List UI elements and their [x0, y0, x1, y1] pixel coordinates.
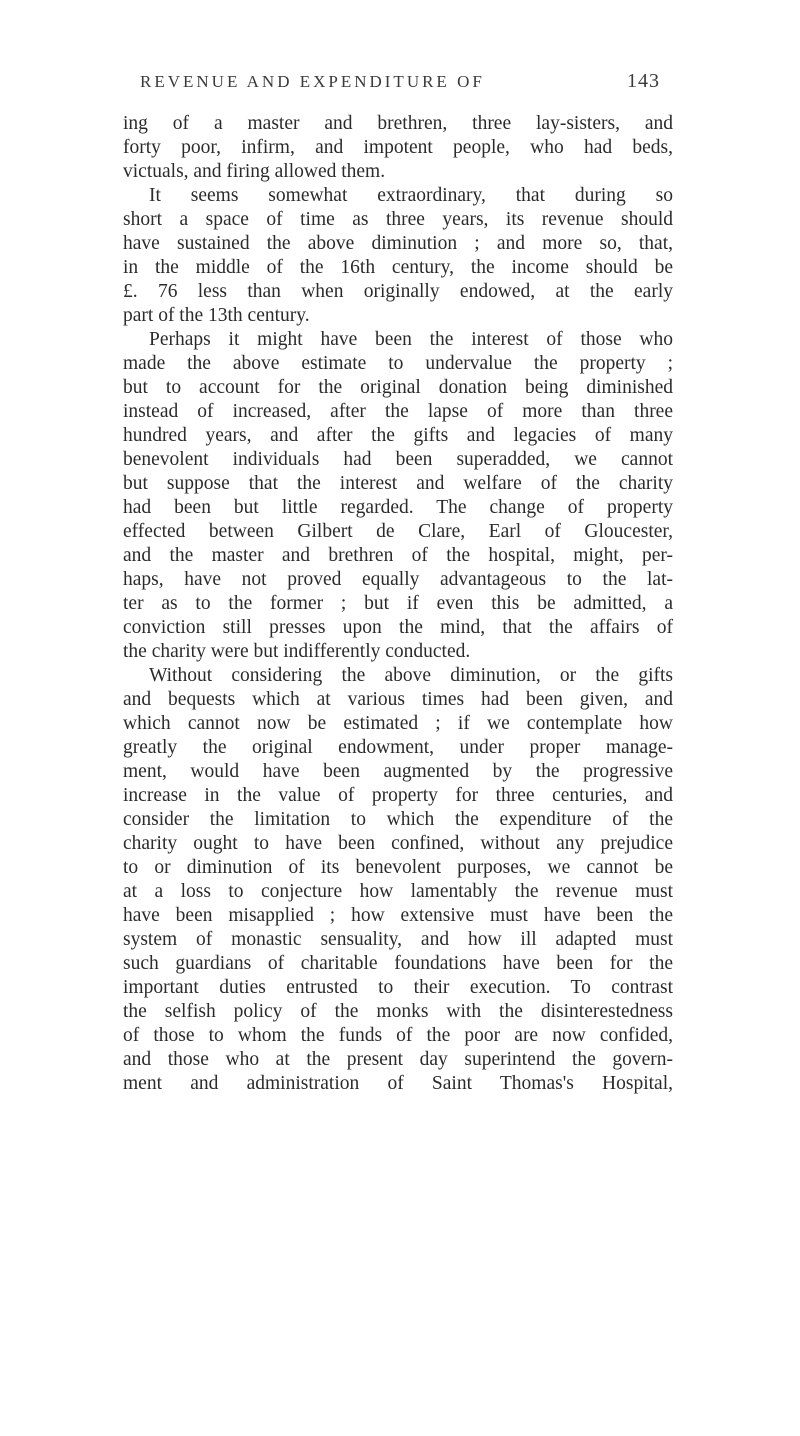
- text-line: It seems somewhat extraordinary, that during so: [149, 185, 673, 206]
- text-line: in the middle of the 16th century, the income should be: [123, 257, 673, 278]
- text-line: such guardians of charitable foundations have been for the: [123, 953, 673, 974]
- text-line: had been but little regarded. The change of property: [123, 497, 673, 518]
- text-line: system of monastic sensuality, and how ill adapted must: [123, 929, 673, 950]
- text-line: at a loss to conjecture how lamentably the revenue must: [123, 881, 673, 902]
- text-line: £. 76 less than when originally endowed, at the early: [123, 281, 673, 302]
- text-line: to or diminution of its benevolent purposes, we cannot be: [123, 857, 673, 878]
- text-line: important duties entrusted to their execution. To contrast: [123, 977, 673, 998]
- text-line: haps, have not proved equally advantageous to the lat-: [123, 569, 673, 590]
- text-line: effected between Gilbert de Clare, Earl of Gloucester,: [123, 521, 673, 542]
- text-line: ter as to the former ; but if even this be admitted, a: [123, 593, 673, 614]
- text-line: have been misapplied ; how extensive must have been the: [123, 905, 673, 926]
- running-head: [120, 72, 660, 102]
- text-line: hundred years, and after the gifts and legacies of many: [123, 425, 673, 446]
- running-title: REVENUE AND EXPENDITURE OF: [140, 72, 485, 91]
- text-line: but to account for the original donation being diminished: [123, 377, 673, 398]
- text-line: Perhaps it might have been the interest of those who: [149, 329, 673, 350]
- text-line: instead of increased, after the lapse of more than three: [123, 401, 673, 422]
- text-line: victuals, and firing allowed them.: [123, 161, 386, 182]
- text-line: Without considering the above diminution, or the gifts: [149, 665, 673, 686]
- text-line: but suppose that the interest and welfare of the charity: [123, 473, 673, 494]
- text-line: and those who at the present day superintend the govern-: [123, 1049, 673, 1070]
- text-line: benevolent individuals had been superadded, we cannot: [123, 449, 673, 470]
- text-line: short a space of time as three years, its revenue should: [123, 209, 673, 230]
- text-line: made the above estimate to undervalue the property ;: [123, 353, 673, 374]
- text-line: ment, would have been augmented by the progressive: [123, 761, 673, 782]
- text-line: of those to whom the funds of the poor are now confided,: [123, 1025, 673, 1046]
- text-line: and the master and brethren of the hospital, might, per-: [123, 545, 673, 566]
- text-line: forty poor, infirm, and impotent people, who had beds,: [123, 137, 673, 158]
- body-text: [123, 112, 673, 1096]
- text-line: charity ought to have been confined, without any prejudice: [123, 833, 673, 854]
- text-line: consider the limitation to which the expenditure of the: [123, 809, 673, 830]
- text-line: and bequests which at various times had been given, and: [123, 689, 673, 710]
- text-line: have sustained the above diminution ; and more so, that,: [123, 233, 673, 254]
- text-line: ing of a master and brethren, three lay-sisters, and: [123, 113, 673, 134]
- text-line: greatly the original endowment, under proper manage-: [123, 737, 673, 758]
- text-line: the charity were but indifferently conducted.: [123, 641, 471, 662]
- page-number: 143: [627, 70, 660, 92]
- text-line: part of the 13th century.: [123, 305, 310, 326]
- text-line: conviction still presses upon the mind, that the affairs of: [123, 617, 673, 638]
- text-line: the selfish policy of the monks with the disinterestedness: [123, 1001, 673, 1022]
- text-line: ment and administration of Saint Thomas's Hospital,: [123, 1073, 673, 1094]
- text-line: which cannot now be estimated ; if we contemplate how: [123, 713, 673, 734]
- text-line: increase in the value of property for three centuries, and: [123, 785, 673, 806]
